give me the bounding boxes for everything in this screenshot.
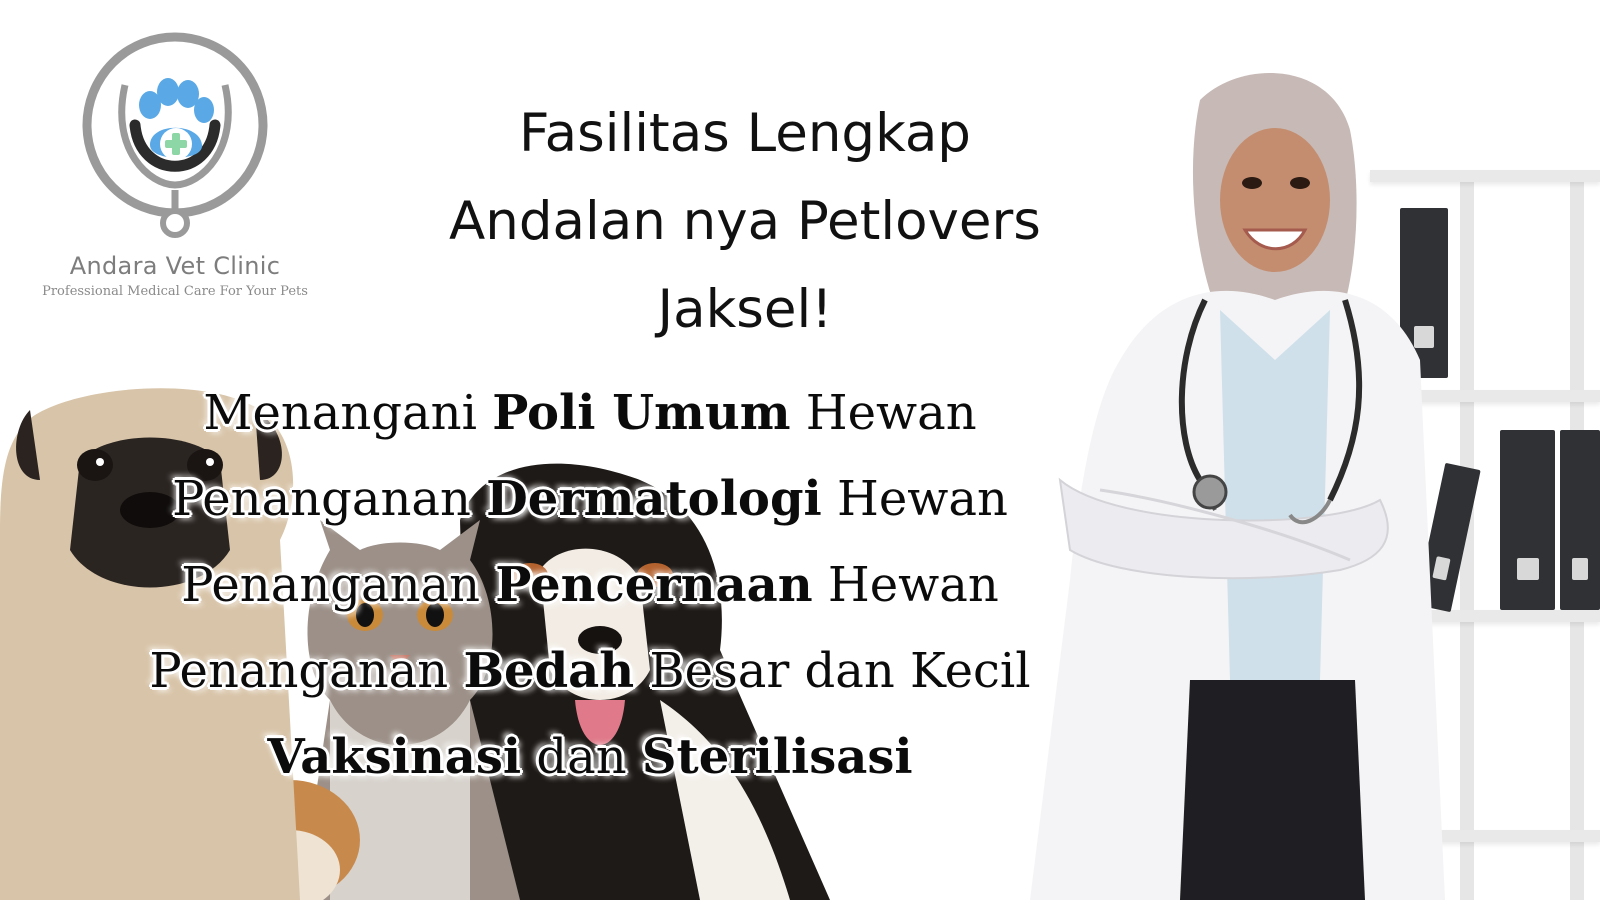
headline-line-1: Fasilitas Lengkap xyxy=(519,103,971,164)
service-highlight: Vaksinasi xyxy=(267,729,522,785)
clinic-tagline: Professional Medical Care For Your Pets xyxy=(42,284,308,299)
service-highlight: Bedah xyxy=(463,643,635,699)
service-line: Penanganan Pencernaan Hewan xyxy=(181,557,999,613)
clinic-name: Andara Vet Clinic xyxy=(69,252,281,280)
clinic-logo xyxy=(30,30,320,310)
service-line: Penanganan Bedah Besar dan Kecil xyxy=(149,643,1031,699)
service-line: Penanganan Dermatologi Hewan xyxy=(172,471,1008,527)
service-highlight: Poli Umum xyxy=(492,385,791,441)
paw-stethoscope-icon xyxy=(80,30,270,240)
headline-line-2: Andalan nya Petlovers xyxy=(449,191,1041,252)
binder xyxy=(1560,430,1600,610)
service-line: Menangani Poli Umum Hewan xyxy=(203,385,977,441)
binder xyxy=(1500,430,1555,610)
service-line: Vaksinasi dan Sterilisasi xyxy=(267,729,913,785)
service-highlight: Sterilisasi xyxy=(641,729,913,785)
services-list xyxy=(60,370,1120,800)
headline xyxy=(400,90,1090,354)
service-highlight: Pencernaan xyxy=(495,557,813,613)
headline-line-3: Jaksel! xyxy=(657,279,833,340)
service-highlight: Dermatologi xyxy=(486,471,822,527)
